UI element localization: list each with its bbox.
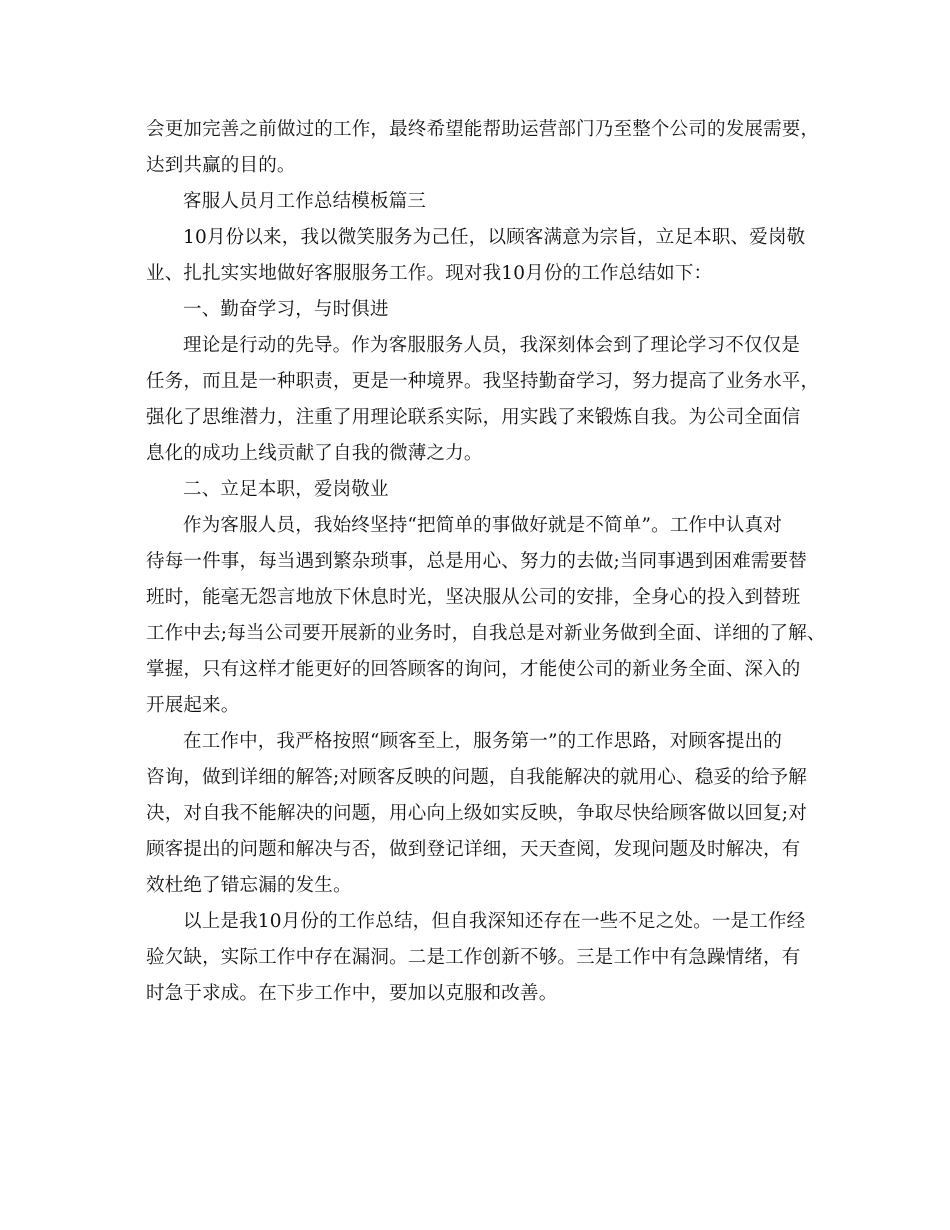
- paragraph-line: 作为客服人员，我始终坚持“把简单的事做好就是不简单”。工作中认真对: [183, 515, 783, 536]
- section-heading: 一、勤奋学习，与时俱进: [183, 299, 389, 320]
- paragraph-line: 掌握，只有这样才能更好的回答顾客的询问，才能使公司的新业务全面、深入的: [146, 659, 801, 680]
- paragraph-line: 会更加完善之前做过的工作，最终希望能帮助运营部门乃至整个公司的发展需要，: [146, 119, 820, 140]
- paragraph-line: 达到共赢的目的。: [146, 155, 296, 176]
- paragraph-line: 在工作中，我严格按照“顾客至上，服务第一”的工作思路，对顾客提出的: [183, 731, 783, 752]
- section-title: 客服人员月工作总结模板篇三: [183, 191, 427, 212]
- paragraph-line: 顾客提出的问题和解决与否，做到登记详细，天天查阅，发现问题及时解决，有: [146, 839, 801, 860]
- section-heading: 二、立足本职，爱岗敬业: [183, 479, 389, 500]
- paragraph-line: 效杜绝了错忘漏的发生。: [146, 875, 352, 896]
- paragraph-line: 工作中去;每当公司要开展新的业务时，自我总是对新业务做到全面、详细的了解、: [146, 623, 826, 644]
- paragraph-line: 验欠缺，实际工作中存在漏洞。二是工作创新不够。三是工作中有急躁情绪，有: [146, 947, 801, 968]
- paragraph-line: 强化了思维潜力，注重了用理论联系实际，用实践了来锻炼自我。为公司全面信: [146, 407, 801, 428]
- paragraph-line: 开展起来。: [146, 695, 240, 716]
- paragraph-line: 咨询，做到详细的解答;对顾客反映的问题，自我能解决的就用心、稳妥的给予解: [146, 767, 807, 788]
- paragraph-line: 任务，而且是一种职责，更是一种境界。我坚持勤奋学习，努力提高了业务水平，: [146, 371, 820, 392]
- paragraph-line: 待每一件事，每当遇到繁杂琐事，总是用心、努力的去做;当同事遇到困难需要替: [146, 551, 807, 572]
- paragraph-line: 业、扎扎实实地做好客服服务工作。现对我10月份的工作总结如下：: [146, 263, 713, 284]
- paragraph-line: 决，对自我不能解决的问题，用心向上级如实反映，争取尽快给顾客做以回复;对: [146, 803, 807, 824]
- paragraph-line: 10月份以来，我以微笑服务为己任，以顾客满意为宗旨，立足本职、爱岗敬: [183, 227, 806, 248]
- paragraph-line: 理论是行动的先导。作为客服服务人员，我深刻体会到了理论学习不仅仅是: [183, 335, 801, 356]
- paragraph-line: 班时，能毫无怨言地放下休息时光，坚决服从公司的安排，全身心的投入到替班: [146, 587, 801, 608]
- paragraph-line: 时急于求成。在下步工作中，要加以克服和改善。: [146, 983, 558, 1004]
- paragraph-line: 息化的成功上线贡献了自我的微薄之力。: [146, 443, 483, 464]
- paragraph-line: 以上是我10月份的工作总结，但自我深知还存在一些不足之处。一是工作经: [183, 911, 806, 932]
